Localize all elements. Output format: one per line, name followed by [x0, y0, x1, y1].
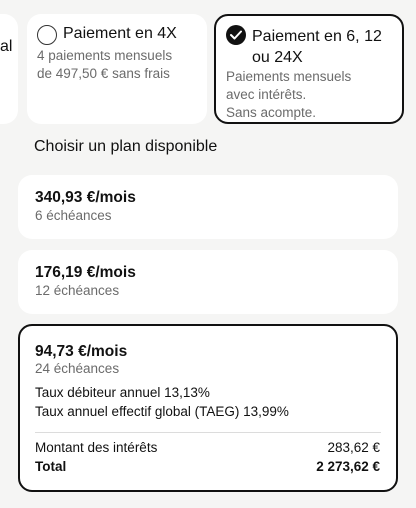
- plan-installments: 6 échéances: [35, 208, 112, 223]
- total-value: 2 273,62 €: [316, 459, 380, 474]
- payment-method-title: Paiement en 6, 12 ou 24X: [252, 28, 382, 66]
- plan-installments: 12 échéances: [35, 283, 120, 298]
- payment-method-card-6-12-24x[interactable]: [214, 14, 404, 124]
- description-line: Paiements mensuels: [226, 69, 352, 84]
- payment-method-title: Paiement en 4X: [63, 25, 177, 42]
- total-label: Total: [35, 459, 67, 474]
- plan-amount: 94,73 €/mois: [35, 343, 128, 360]
- payment-method-description: [37, 47, 172, 83]
- payment-method-title: al: [0, 38, 13, 55]
- interest-label: Montant des intérêts: [35, 440, 158, 455]
- plan-installments: 24 échéances: [35, 361, 120, 376]
- divider: [35, 432, 381, 433]
- interest-value: 283,62 €: [327, 440, 380, 455]
- plan-card-24[interactable]: [18, 324, 398, 492]
- description-line: 4 paiements mensuels: [37, 48, 173, 63]
- plan-card-6[interactable]: [18, 175, 398, 239]
- payment-method-card-partial[interactable]: [0, 14, 18, 124]
- payment-method-description: [226, 68, 351, 122]
- plan-card-12[interactable]: [18, 250, 398, 314]
- plan-amount: 340,93 €/mois: [35, 189, 136, 206]
- check-circle-icon[interactable]: [226, 25, 246, 45]
- payment-method-card-4x[interactable]: [27, 14, 207, 124]
- description-line: Sans acompte.: [226, 105, 317, 120]
- section-title: Choisir un plan disponible: [34, 138, 218, 155]
- radio-empty-icon[interactable]: [37, 25, 57, 45]
- taeg-rate: Taux annuel effectif global (TAEG) 13,99%: [35, 404, 289, 419]
- description-line: de 497,50 € sans frais: [37, 66, 170, 81]
- description-line: avec intérêts.: [226, 87, 307, 102]
- debit-rate: Taux débiteur annuel 13,13%: [35, 385, 210, 400]
- plan-amount: 176,19 €/mois: [35, 264, 136, 281]
